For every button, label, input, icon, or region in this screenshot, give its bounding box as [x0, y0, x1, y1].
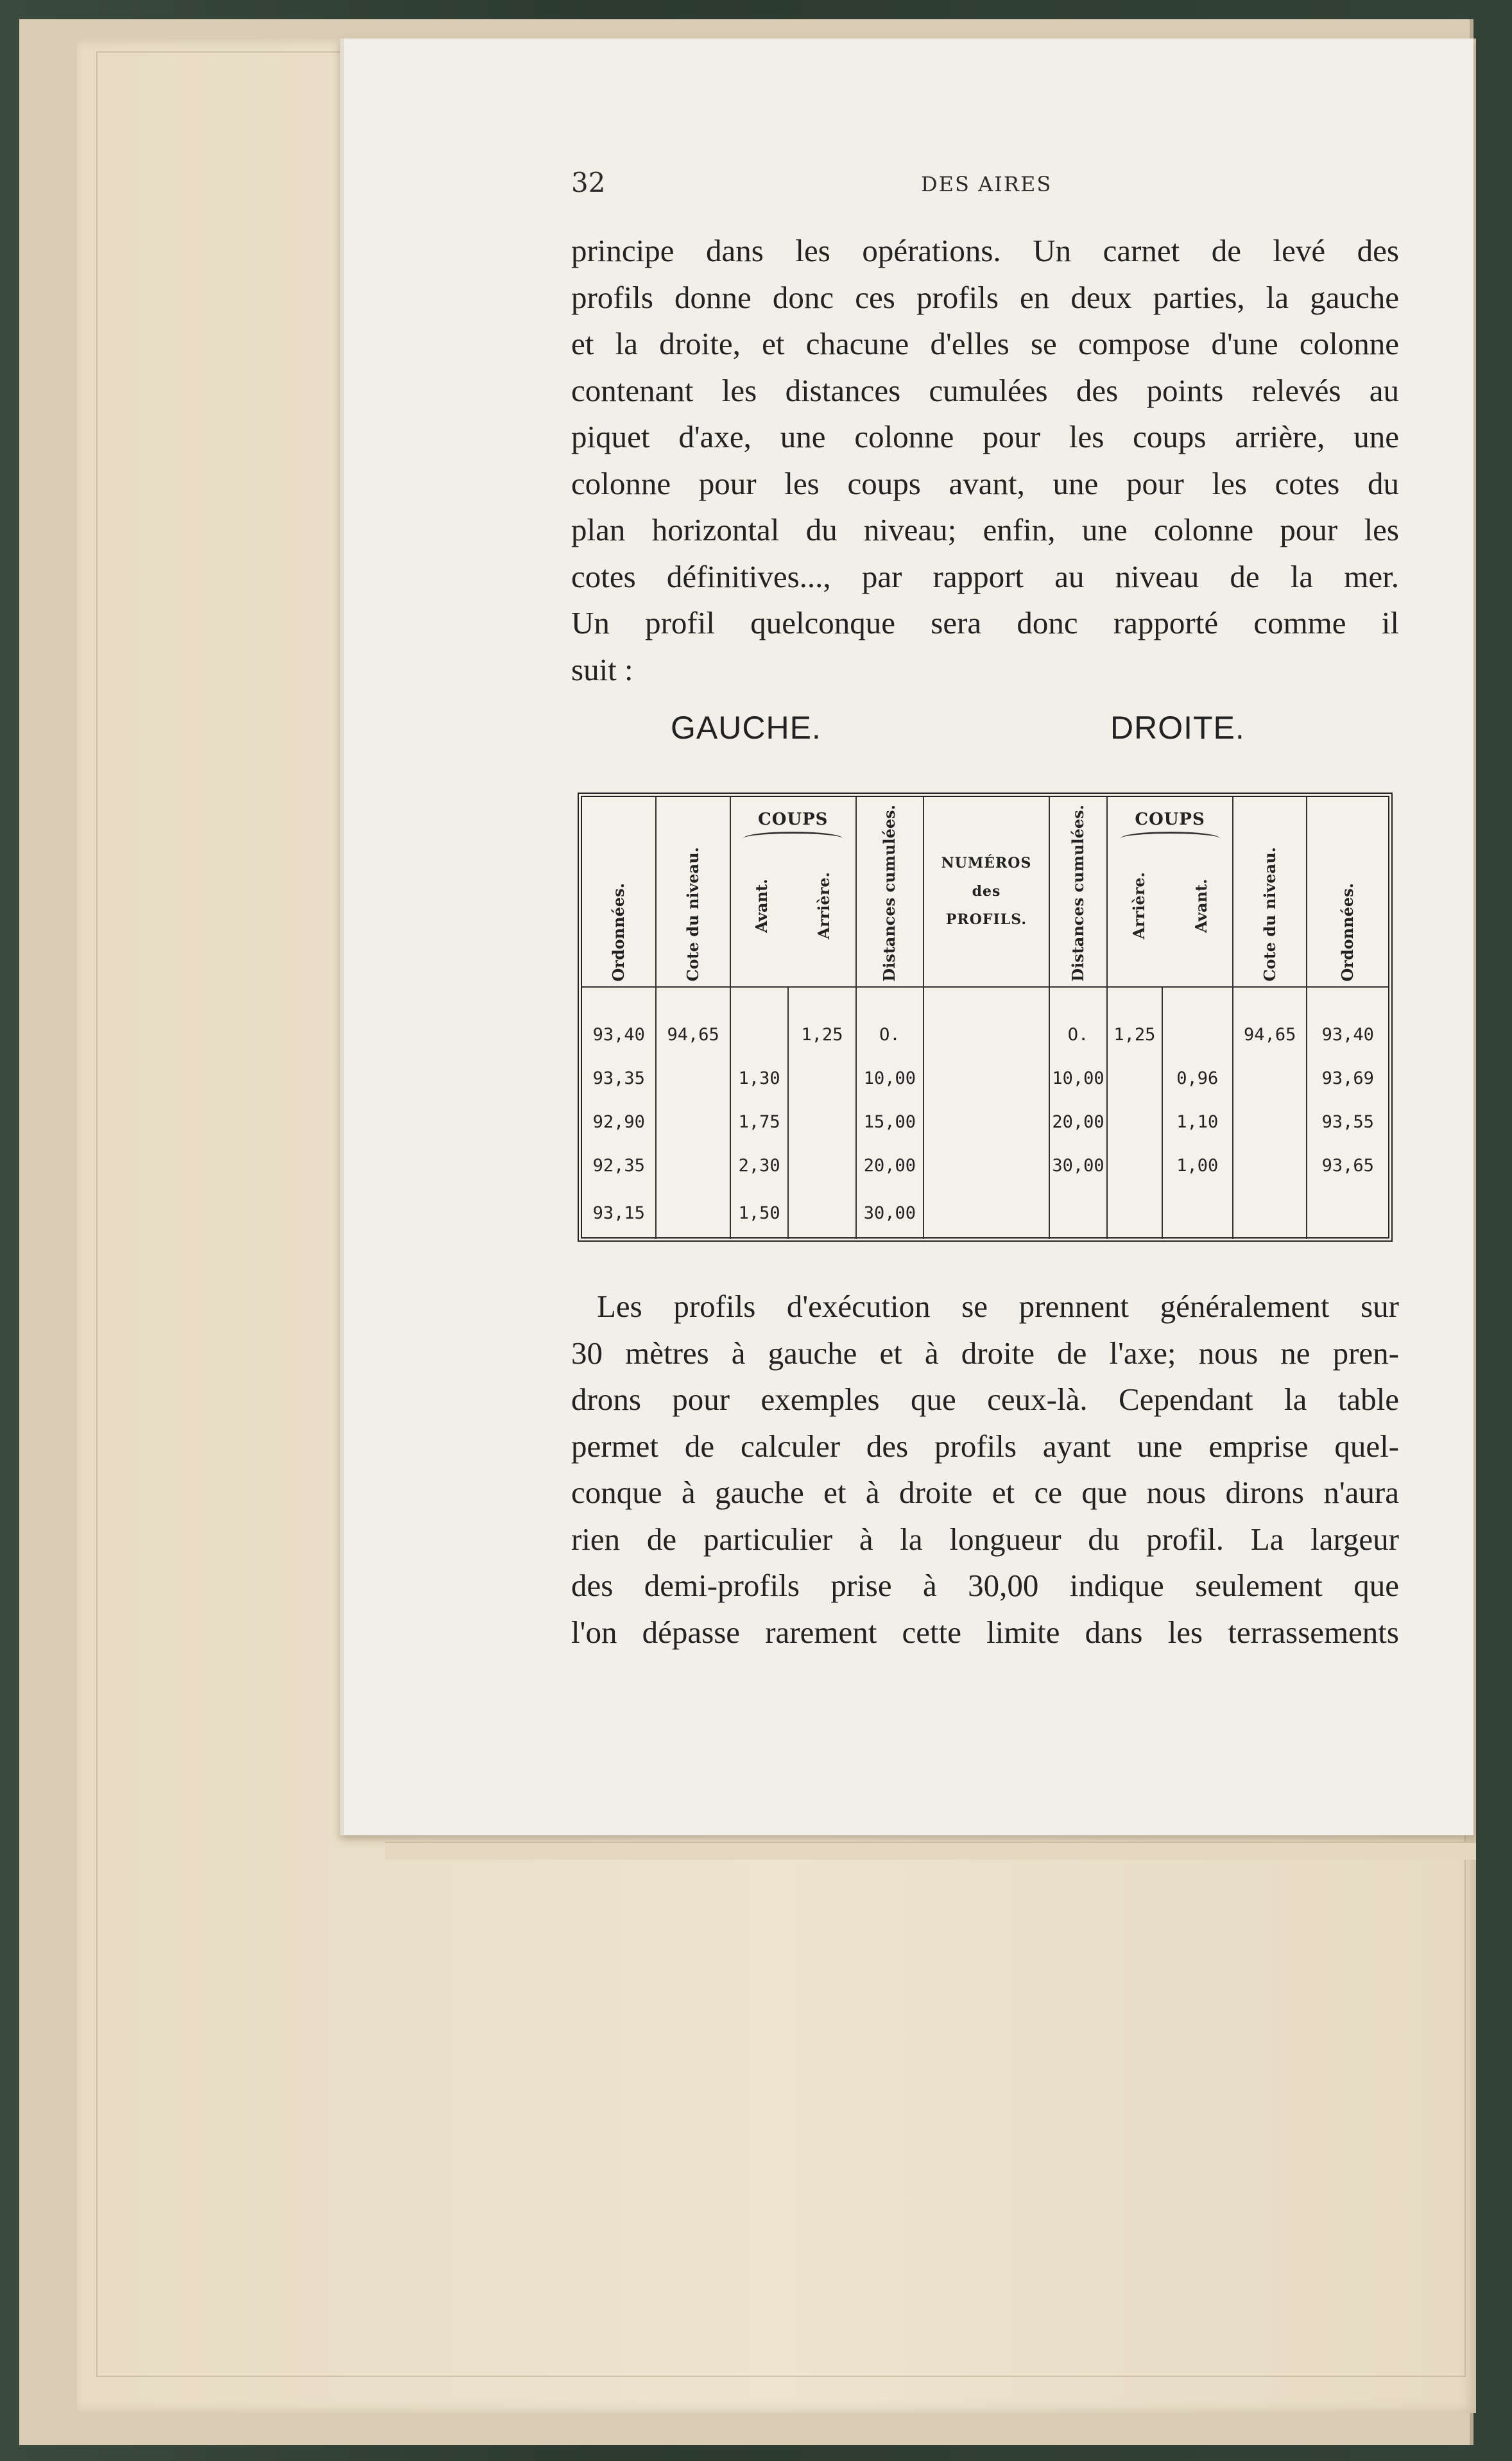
- table-row: [582, 1188, 1388, 1239]
- cell: [1107, 1144, 1162, 1188]
- cell: [1233, 1101, 1307, 1144]
- coups-group-header-left: [730, 797, 856, 987]
- cell: 93,15: [592, 1203, 645, 1224]
- paragraph-1: [571, 228, 1399, 693]
- cell: 1,00: [1162, 1144, 1233, 1188]
- cell: 20,00: [856, 1144, 924, 1188]
- page-number: 32: [571, 167, 606, 198]
- cell: [656, 1101, 730, 1144]
- col-header: Cote du niveau.: [1233, 797, 1307, 987]
- col-header: Distances cumulées.: [856, 797, 924, 987]
- table-row: [582, 1057, 1388, 1101]
- cell: 20,00: [1049, 1101, 1107, 1144]
- cell: 1,25: [788, 1013, 855, 1057]
- cell: 93,65: [1307, 1144, 1388, 1188]
- text-line: l'on dépasse rarement cette limite dans les terrassements: [571, 1614, 1399, 1650]
- cell: [788, 1144, 855, 1188]
- col-header-avant: Avant.: [1191, 879, 1210, 933]
- text-line: conque à gauche et à droite et ce que nous dirons n'aura: [571, 1475, 1399, 1510]
- heading-droite: DROITE.: [1110, 710, 1245, 746]
- text-line: 30 mètres à gauche et à droite de l'axe; nous ne pren-: [571, 1335, 1399, 1371]
- col-header: Ordonnées.: [1307, 797, 1388, 987]
- text-line: suit :: [571, 651, 633, 687]
- text-line: profils donne donc ces profils en deux parties, la gauche: [571, 279, 1399, 315]
- cell: 93,40: [1307, 1013, 1388, 1057]
- profile-table: [578, 793, 1393, 1242]
- text-line: Les profils d'exécution se prennent généralement sur: [597, 1289, 1399, 1324]
- cell: [1233, 1057, 1307, 1101]
- text-line: des demi-profils prise à 30,00 indique seulement que: [571, 1568, 1399, 1603]
- cell: 1,30: [730, 1057, 788, 1101]
- numeros-label: NUMÉROS: [941, 855, 1032, 872]
- cell: 92,35: [592, 1156, 645, 1176]
- cell: 94,65: [656, 1013, 730, 1057]
- cell: O.: [856, 1013, 924, 1057]
- cell: O.: [1049, 1013, 1107, 1057]
- text-line: colonne pour les coups avant, une pour les cotes du: [571, 465, 1399, 501]
- cell: 1,10: [1162, 1101, 1233, 1144]
- coups-label: COUPS: [1135, 810, 1205, 829]
- cell: 0,96: [1162, 1057, 1233, 1101]
- text-line: contenant les distances cumulées des points relevés au: [571, 372, 1399, 408]
- col-header: Cote du niveau.: [656, 797, 730, 987]
- cell: [730, 1013, 788, 1057]
- paragraph-2: [571, 1283, 1399, 1656]
- text-line: drons pour exemples que ceux-là. Cependant la table: [571, 1382, 1399, 1417]
- brace-icon: [743, 832, 843, 845]
- col-header-avant: Avant.: [752, 879, 771, 933]
- cell: 1,25: [1107, 1013, 1162, 1057]
- text-line: plan horizontal du niveau; enfin, une colonne pour les: [571, 512, 1399, 547]
- cell: 93,69: [1307, 1057, 1388, 1101]
- col-header-arriere: Arrière.: [1129, 872, 1148, 939]
- text-line: et la droite, et chacune d'elles se compose d'une colonne: [571, 326, 1399, 361]
- cell: [1049, 1188, 1107, 1239]
- text-line: principe dans les opérations. Un carnet de levé des: [571, 233, 1399, 268]
- table-spacer-row: [582, 987, 1388, 1013]
- coups-group-header-right: [1107, 797, 1233, 987]
- cell: [924, 1013, 1049, 1057]
- cell: 1,75: [730, 1101, 788, 1144]
- cell: [656, 1144, 730, 1188]
- cell: [1307, 1188, 1388, 1239]
- table-header-row: [582, 797, 1388, 987]
- cell: [656, 1057, 730, 1101]
- col-header: Distances cumulées.: [1049, 797, 1107, 987]
- cell: 30,00: [1049, 1144, 1107, 1188]
- cell: [1233, 1188, 1307, 1239]
- cell: [656, 1188, 730, 1239]
- cell: 10,00: [856, 1057, 924, 1101]
- text-line: cotes définitives..., par rapport au niveau de la mer.: [571, 558, 1399, 594]
- page-stack-edge: [385, 1842, 1476, 1860]
- cell: [924, 1144, 1049, 1188]
- cell: 15,00: [856, 1101, 924, 1144]
- profile-table-grid: [582, 797, 1388, 1239]
- cell: [924, 1101, 1049, 1144]
- cell: [1233, 1144, 1307, 1188]
- coups-label: COUPS: [758, 810, 829, 829]
- cell: [788, 1101, 855, 1144]
- col-header: Ordonnées.: [582, 797, 656, 987]
- cell: [1162, 1188, 1233, 1239]
- running-title: DES AIRES: [921, 172, 1052, 196]
- cell: [1107, 1188, 1162, 1239]
- col-header-arriere: Arrière.: [814, 872, 834, 939]
- profile-number-header: [924, 797, 1049, 987]
- cell: 2,30: [730, 1144, 788, 1188]
- text-line: rien de particulier à la longueur du profil. La largeur: [571, 1521, 1399, 1557]
- des-label: des: [972, 883, 1001, 900]
- cell: 92,90: [592, 1112, 645, 1133]
- profils-label: PROFILS.: [945, 911, 1027, 929]
- cell: [924, 1057, 1049, 1101]
- table-row: [582, 1013, 1388, 1057]
- cell: 93,55: [1307, 1101, 1388, 1144]
- brace-icon: [1121, 832, 1220, 845]
- text-line: Un profil quelconque sera donc rapporté comme il: [571, 605, 1399, 640]
- cell: 93,35: [592, 1068, 645, 1089]
- cell: [788, 1057, 855, 1101]
- cell: [1107, 1057, 1162, 1101]
- text-line: piquet d'axe, une colonne pour les coups arrière, une: [571, 419, 1399, 454]
- cell: 1,50: [730, 1188, 788, 1239]
- cell: [788, 1188, 855, 1239]
- text-line: permet de calculer des profils ayant une emprise quel-: [571, 1428, 1399, 1464]
- heading-gauche: GAUCHE.: [671, 710, 821, 746]
- cell: 93,40: [592, 1025, 645, 1045]
- table-row: [582, 1101, 1388, 1144]
- cell: [924, 1188, 1049, 1239]
- cell: 94,65: [1233, 1013, 1307, 1057]
- cell: 30,00: [856, 1188, 924, 1239]
- table-row: [582, 1144, 1388, 1188]
- cell: [1107, 1101, 1162, 1144]
- cell: [1162, 1013, 1233, 1057]
- cell: 10,00: [1049, 1057, 1107, 1101]
